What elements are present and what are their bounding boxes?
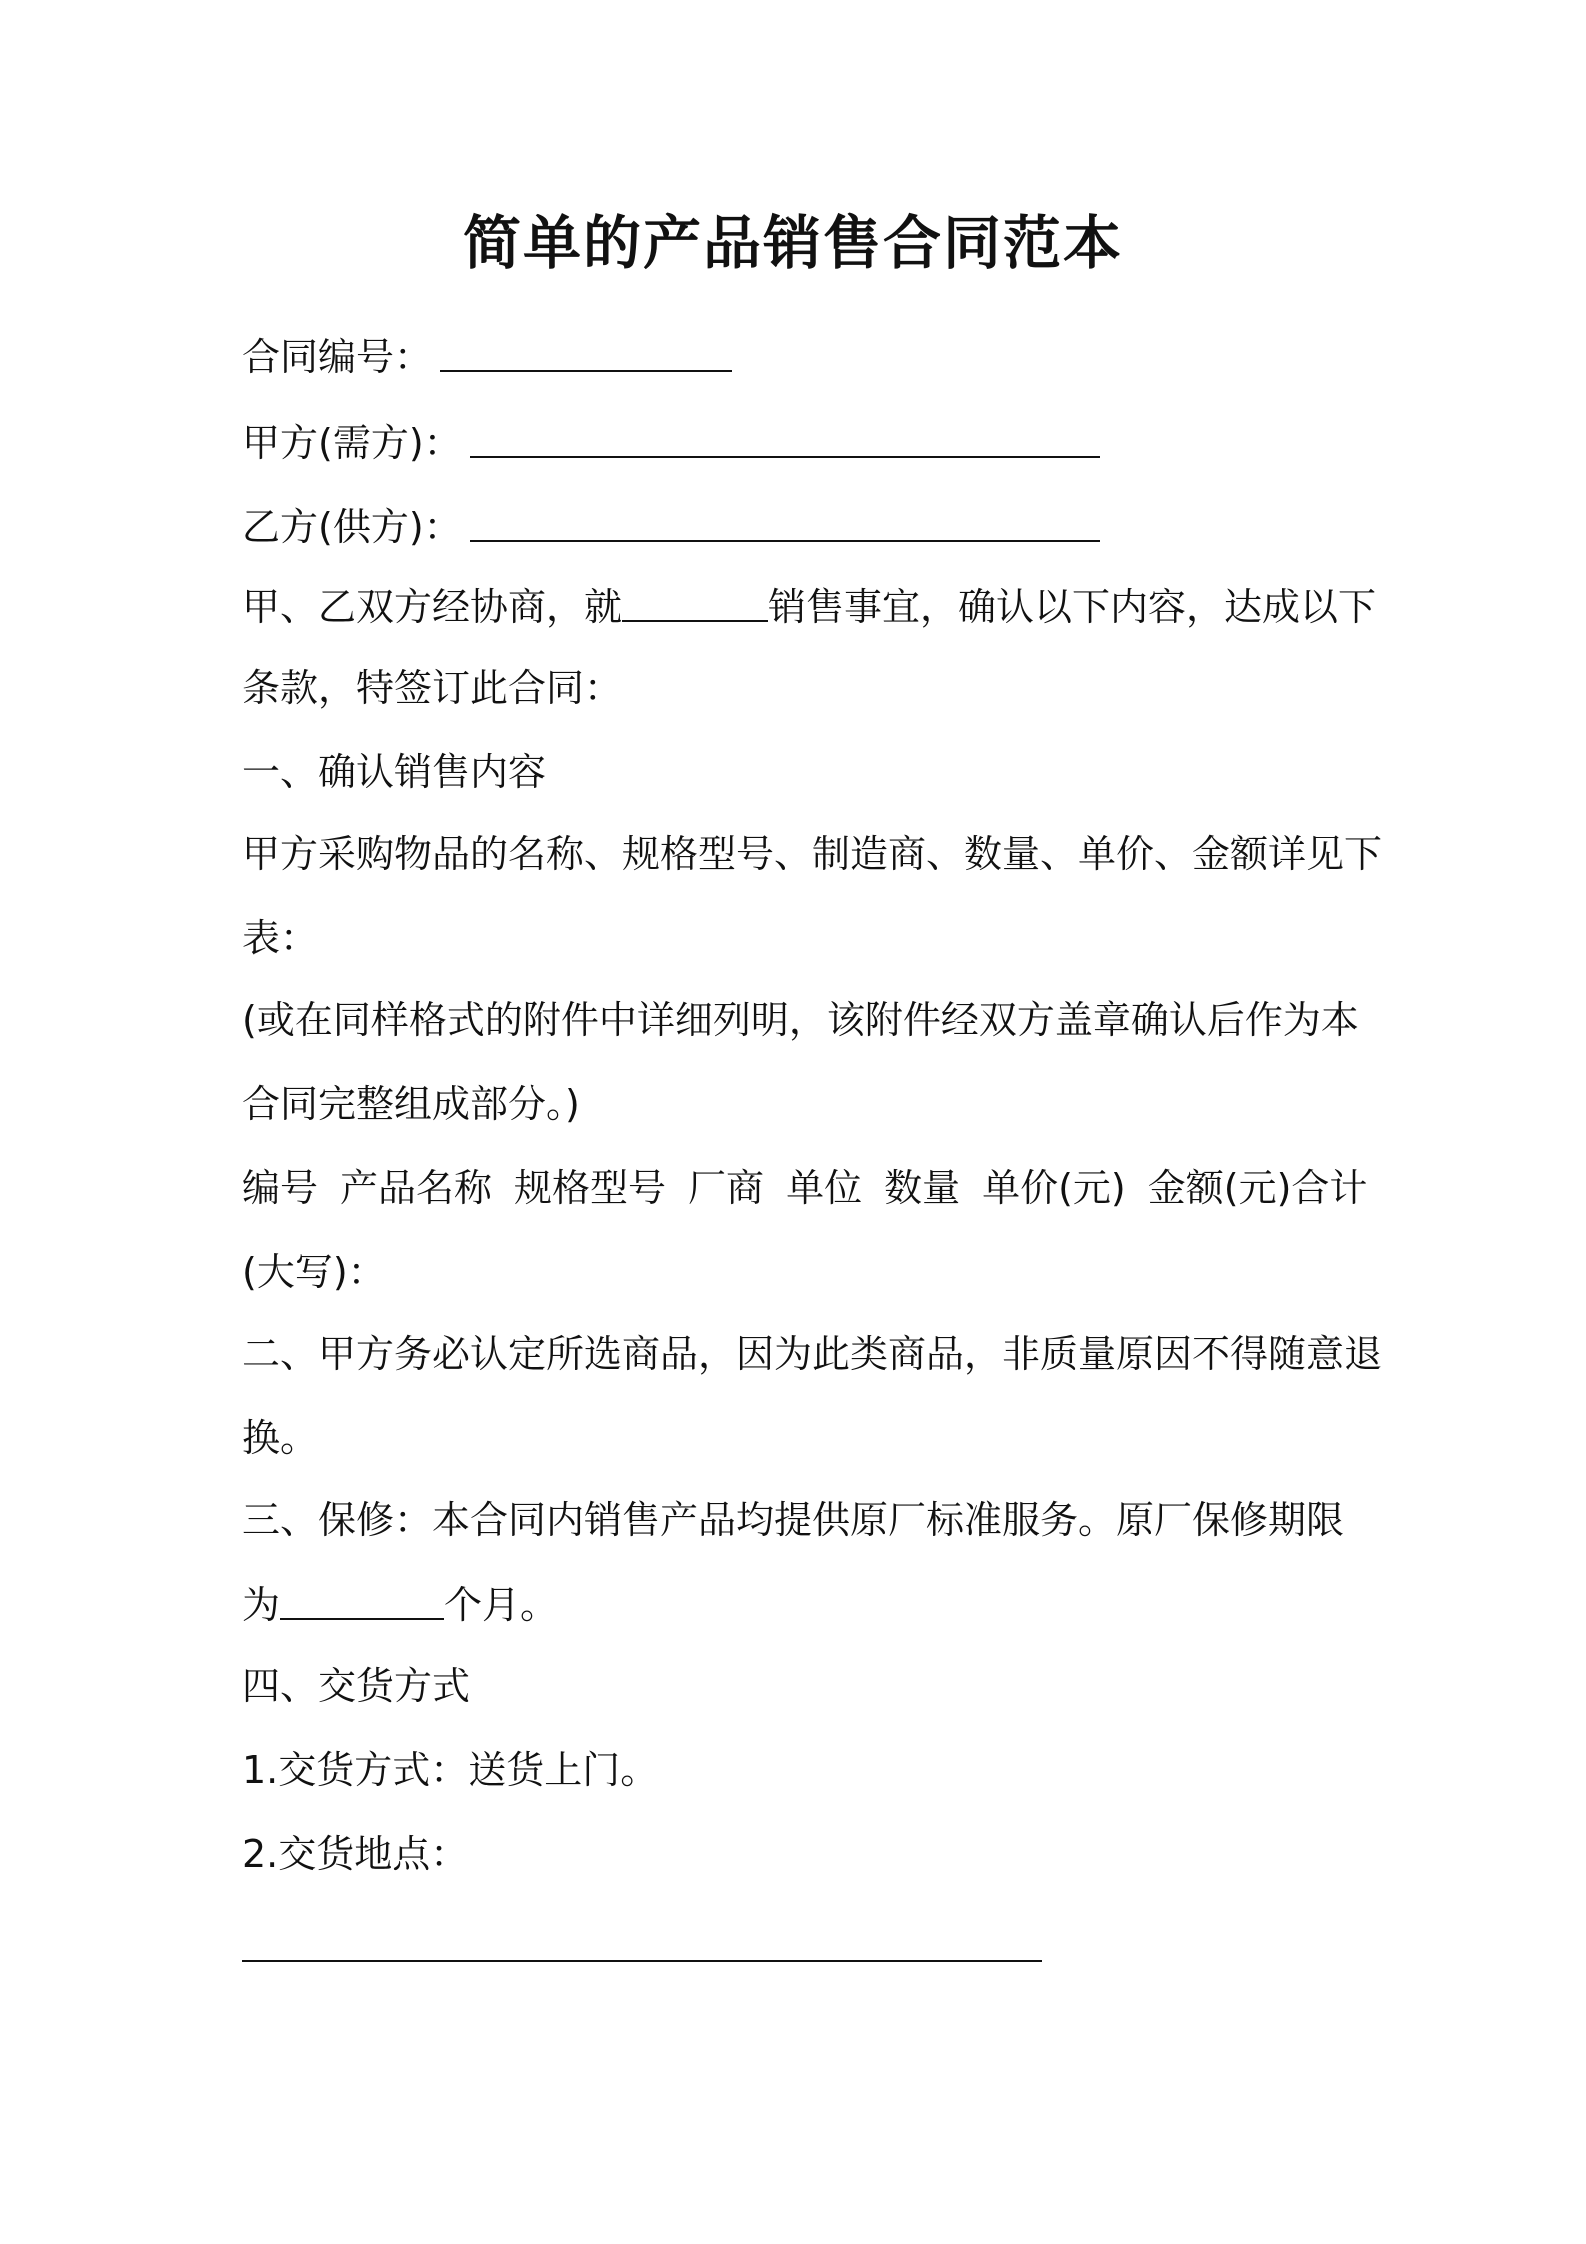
intro-text-1: 甲、乙双方经协商，就 <box>242 585 623 629</box>
party-a-blank <box>470 420 1100 458</box>
product-blank <box>622 584 768 622</box>
delivery-address-blank <box>242 1924 1042 1962</box>
table-total-capital-line: (大写)： <box>242 1250 386 1294</box>
table-header-spec-model: 规格型号 <box>514 1166 667 1210</box>
contract-number-blank <box>440 334 732 372</box>
table-header-unit: 单位 <box>786 1166 863 1210</box>
table-header-product-name: 产品名称 <box>340 1166 493 1210</box>
section-1-paragraph-2-line-2: 合同完整组成部分。) <box>242 1082 580 1126</box>
table-header-row <box>242 1164 1367 1212</box>
contract-number-label: 合同编号： <box>242 335 433 379</box>
warranty-suffix: 个月。 <box>444 1583 559 1627</box>
section-4-item-1: 1.交货方式：送货上门。 <box>242 1748 659 1792</box>
section-4-heading: 四、交货方式 <box>242 1664 471 1708</box>
party-a-label: 甲方(需方)： <box>242 421 462 465</box>
section-2-line-1: 二、甲方务必认定所选商品，因为此类商品，非质量原因不得随意退 <box>242 1332 1383 1376</box>
party-b-line <box>242 502 1100 551</box>
party-b-label: 乙方(供方)： <box>242 505 462 549</box>
section-4-item-2: 2.交货地点： <box>242 1832 469 1876</box>
warranty-prefix: 为 <box>242 1583 281 1627</box>
delivery-address-line <box>242 1922 1042 1971</box>
party-a-line <box>242 418 1100 467</box>
warranty-months-blank <box>280 1582 444 1620</box>
section-3-line-2 <box>242 1580 558 1629</box>
contract-number-line <box>242 332 732 381</box>
section-1-heading: 一、确认销售内容 <box>242 750 547 794</box>
table-header-manufacturer: 厂商 <box>688 1166 765 1210</box>
section-2-line-2: 换。 <box>242 1416 319 1460</box>
table-header-unit-price: 单价(元) <box>982 1166 1126 1210</box>
intro-line-2: 条款，特签订此合同： <box>242 666 623 710</box>
table-header-amount-total: 金额(元)合计 <box>1147 1166 1368 1210</box>
intro-line-1 <box>242 582 1376 631</box>
section-3-line-1: 三、保修：本合同内销售产品均提供原厂标准服务。原厂保修期限 <box>242 1498 1345 1542</box>
section-1-paragraph-1-line-1: 甲方采购物品的名称、规格型号、制造商、数量、单价、金额详见下 <box>242 832 1383 876</box>
table-header-quantity: 数量 <box>884 1166 961 1210</box>
section-1-paragraph-1-line-2: 表： <box>242 916 319 960</box>
table-header-number: 编号 <box>242 1166 319 1210</box>
section-1-paragraph-2-line-1: (或在同样格式的附件中详细列明，该附件经双方盖章确认后作为本 <box>242 998 1359 1042</box>
party-b-blank <box>470 504 1100 542</box>
document-title: 简单的产品销售合同范本 <box>462 209 1123 277</box>
intro-text-2: 销售事宜，确认以下内容，达成以下 <box>768 585 1377 629</box>
